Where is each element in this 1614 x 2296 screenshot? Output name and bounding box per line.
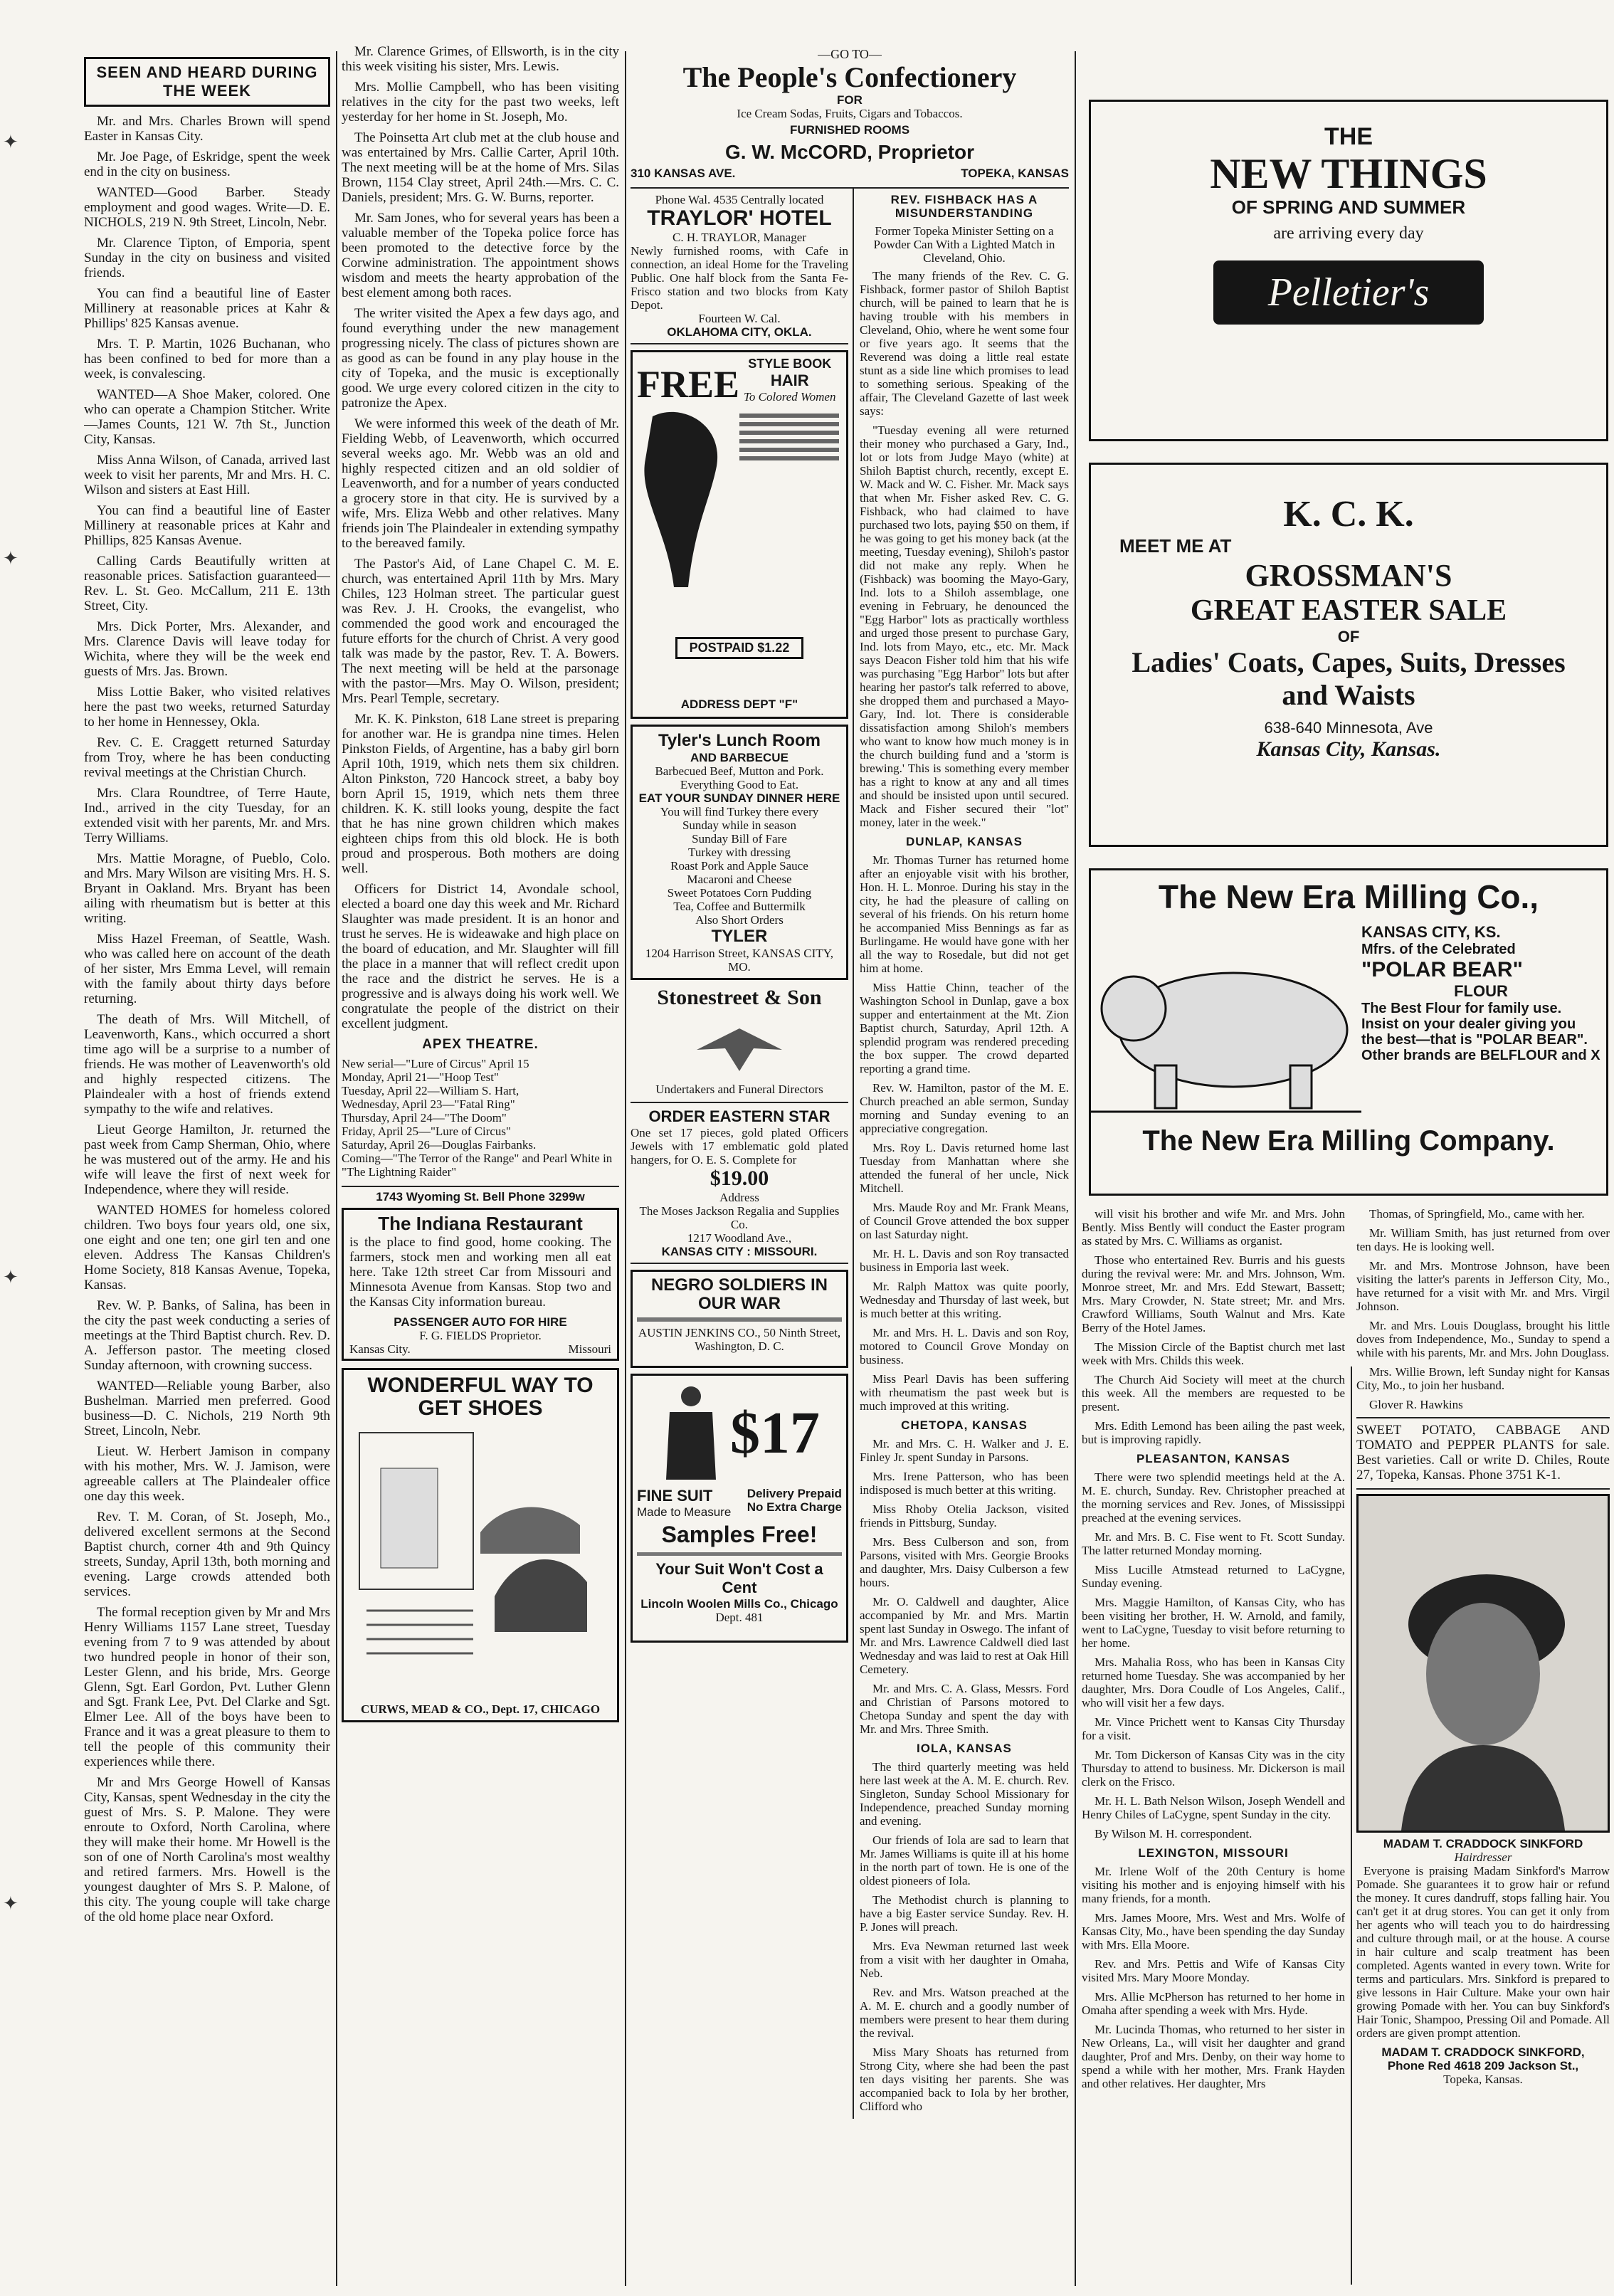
news-item: Miss Mary Shoats has returned from Strong City, where she had been the past ten days visiting her parents. She was accompanied back to Iola by her brother, Clifford who — [859, 2045, 1069, 2113]
eastern-star-ad — [631, 1103, 848, 1264]
news-item: Mr. Irlene Wolf of the 20th Century is home visiting his mother and is enjoying himself with his many friends, for a month. — [1082, 1865, 1345, 1905]
tyler-menu-line: Macaroni and Cheese — [687, 873, 792, 886]
traylor-address: Fourteen W. Cal. — [698, 312, 781, 325]
tyler-address: 1204 Harrison Street, KANSAS CITY, MO. — [645, 947, 834, 974]
registration-mark: ✦ — [3, 1893, 19, 1914]
indiana-phone: 1743 Wyoming St. Bell Phone 3299w — [376, 1190, 585, 1204]
apex-heading: APEX THEATRE. — [422, 1037, 539, 1052]
news-item: The Church Aid Society will meet at the church this week. All the members are requested to be present. — [1082, 1373, 1345, 1413]
column-4 — [854, 189, 1069, 2119]
news-item: Lieut George Hamilton, Jr. returned the past week from Camp Sherman, Ohio, where he was mustered out of the army. He and his wife will leave the first of next week for Independence, where they will reside. — [84, 1122, 330, 1197]
news-item: Mr. and Mrs. Charles Brown will spend Easter in Kansas City. — [84, 114, 330, 144]
tyler-sub: AND BARBECUE — [690, 751, 788, 764]
news-item: Mr. and Mrs. C. H. Walker and J. E. Finley Jr. spent Sunday in Parsons. — [859, 1437, 1069, 1464]
registration-mark: ✦ — [3, 132, 19, 152]
news-item: Rev. and Mrs. Pettis and Wife of Kansas City visited Mrs. Mary Moore Monday. — [1082, 1957, 1345, 1984]
section-heading-box — [84, 57, 330, 107]
suit-prepaid: Delivery Prepaid — [747, 1487, 842, 1500]
tyler-menu-line: Roast Pork and Apple Sauce — [670, 859, 808, 873]
column-6 — [1356, 1207, 1610, 2275]
free-address: ADDRESS DEPT "F" — [680, 697, 798, 711]
news-item: There were two splendid meetings held at the A. M. E. church, Sunday. Rev. Christopher preached at the morning services and Rev. Jones, of Mississippi preached at the evening services. — [1082, 1470, 1345, 1524]
news-item: The third quarterly meeting was held here last week at the A. M. E. church. Rev. Singleton, Sunday School Missionary for Independence, preached Sunday morning and evening. — [859, 1760, 1069, 1828]
confectionery-goto: —GO TO— — [818, 47, 882, 61]
stonestreet-sub: Undertakers and Funeral Directors — [655, 1083, 823, 1096]
free-colored: To Colored Women — [744, 390, 836, 404]
news-item: Mrs. Mahalia Ross, who has been in Kansas City returned home Tuesday. She was accompanied by her daughter, Mrs. Dora Coudle of Los Angeles, Calif., who will visit her a few days. — [1082, 1655, 1345, 1710]
pleasanton-heading: PLEASANTON, KANSAS — [1136, 1452, 1291, 1465]
pelletiers-logo: Pelletier's — [1213, 260, 1484, 325]
eastern-star-company: The Moses Jackson Regalia and Supplies Co. — [639, 1204, 840, 1231]
apex-program-line: Monday, April 21—"Hoop Test" — [342, 1070, 499, 1084]
stonestreet-title: Stonestreet & Son — [657, 986, 822, 1009]
news-item: Mrs. Mollie Campbell, who has been visiting relatives in the city for the past two weeks, left yesterday for her home in St. Joseph, Mo. — [342, 80, 619, 125]
traylor-manager: C. H. TRAYLOR, Manager — [672, 231, 806, 244]
eastern-star-body: One set 17 pieces, gold plated Officers Jewels with 17 emblematic gold plated hangers, for O. E. S. Complete for — [631, 1126, 848, 1167]
news-item: Miss Hazel Freeman, of Seattle, Wash. who was called here on account of the death of her sister, Mrs Emma Level, will remain with the family about thirty days before returning. — [84, 932, 330, 1006]
chetopa-article — [860, 1437, 1069, 1736]
news-item: Calling Cards Beautifully written at reasonable prices. Satisfaction guaranteed—Rev. L. St. Geo. McCallum, 211 E. 13th Street, City. — [84, 554, 330, 614]
news-item: Thomas, of Springfield, Mo., came with her. — [1369, 1207, 1585, 1221]
news-item: Mrs. Edith Lemond has been ailing the past week, but is improving rapidly. — [1082, 1419, 1345, 1446]
chetopa-heading: CHETOPA, KANSAS — [901, 1418, 1028, 1432]
traylor-title: TRAYLOR' HOTEL — [647, 206, 832, 230]
news-item: The writer visited the Apex a few days ago, and found everything under the new management progressing nicely. The class of pictures shown are as good as can be found in any play house in the city of Topeka, and the music is exceptionally good. We urge every colored citizen in the city to patronize the Apex. — [342, 306, 619, 411]
registration-mark: ✦ — [3, 548, 19, 569]
free-title: FREE — [637, 363, 740, 406]
news-item: The death of Mrs. Will Mitchell, of Leavenworth, Kans., which occurred a short time ago will be a surprise to a number of friends. He was mother of Leavenworth's old and highly respected citizens. The Plaindealer with a host of friends extend sympathy to the wife and relatives. — [84, 1012, 330, 1117]
indiana-city: Kansas City. — [349, 1342, 411, 1356]
apex-program-line: Friday, April 25—"Lure of Circus" — [342, 1125, 511, 1138]
news-item: Mrs. Roy L. Davis returned home last Tuesday from Manhattan where she attended the funeral of her uncle, Nick Mitchell. — [859, 1141, 1069, 1195]
suit-fine: FINE SUIT — [637, 1487, 713, 1505]
confectionery-title: The People's Confectionery — [682, 61, 1017, 93]
madam-caption: MADAM T. CRADDOCK SINKFORD — [1383, 1837, 1583, 1850]
news-item: Mr. Clarence Tipton, of Emporia, spent Sunday in the city on business and visited friends. — [84, 236, 330, 280]
indiana-title: The Indiana Restaurant — [378, 1213, 583, 1234]
news-item: You can find a beautiful line of Easter Millinery at reasonable prices at Kahr & Phillips' 825 Kansas avenue. — [84, 286, 330, 331]
eastern-star-city: KANSAS CITY : MISSOURI. — [661, 1245, 818, 1258]
news-item: Mrs. Maggie Hamilton, of Kansas City, who has been visiting her brother, H. W. Arnold, and family, went to LaCygne, Tuesday to visit before returning to her home. — [1082, 1596, 1345, 1650]
grossman-of: OF — [1337, 628, 1360, 646]
news-item: Mrs. Mattie Moragne, of Pueblo, Colo. and Mrs. Mary Wilson are visiting Mrs. H. S. Bryant in Oakland. Mrs. Bryant has been ailing with rheumatism but is better at this writing. — [84, 851, 330, 926]
section-heading: SEEN AND HEARD DURING THE WEEK — [96, 63, 318, 100]
tyler-sunday: EAT YOUR SUNDAY DINNER HERE — [638, 791, 840, 805]
tyler-menu-line: Turkey with dressing — [688, 846, 791, 859]
negro-soldiers-footer: AUSTIN JENKINS CO., 50 Ninth Street, Washington, D. C. — [638, 1326, 841, 1353]
suit-cost: Your Suit Won't Cost a Cent — [655, 1560, 823, 1596]
sweet-potato-ad: SWEET POTATO, CABBAGE AND TOMATO and PEPPER PLANTS for sale. Best varieties. Call or write D. Chiles, Route 27, Topeka, Kansas. Phone 3751 K-1. — [1356, 1423, 1610, 1483]
news-item: Mr. H. L. Davis and son Roy transacted business in Emporia last week. — [859, 1247, 1069, 1274]
news-item: Mr. K. K. Pinkston, 618 Lane street is preparing for another war. He is grandpa nine times. Helen Pinkston Fields, of Argentine, has a baby girl born April 10th, 1919, which nets them six children. Alton Pinkston, 720 Hancock street, a baby boy born April 15, 1919, which nets them three children. K. K. still looks young, despite the fact that he has nine grown children which makes eighteen chips from this old block. He is both proud and prosperous. Both mothers are doing well. — [342, 712, 619, 876]
news-item: Mr. and Mrs. H. L. Davis and son Roy, motored to Council Grove Monday on business. — [859, 1326, 1069, 1366]
news-item: Mrs. T. P. Martin, 1026 Buchanan, who has been confined to bed for more than a week, is convalescing. — [84, 337, 330, 381]
news-item: Miss Anna Wilson, of Canada, arrived last week to visit her parents, Mr and Mrs. H. C. Wilson and sisters at East Hill. — [84, 453, 330, 497]
news-item: The Methodist church is planning to have a big Easter service Sunday. Rev. H. P. Jones will preach. — [859, 1893, 1069, 1934]
column-3 — [631, 44, 1069, 2279]
madam-portrait — [1356, 1494, 1610, 1833]
article-list — [1356, 1207, 1610, 1411]
column-5 — [1082, 1207, 1345, 2275]
traylor-hotel-ad — [631, 189, 848, 344]
article-list — [84, 114, 330, 1924]
indiana-owner: F. G. FIELDS Proprietor. — [419, 1329, 542, 1342]
news-item: "Tuesday evening all were returned their money who purchased a Gary, Ind., lot or lots from Judge Mayo (white) at Shiloh Baptist church, recently, except E. W. Mack and W. C. Fisher. Mr. Mack says that when Mr. Fisher asked Rev. C. G. Fishback, who had claimed to have purchased two lots, paying $50 on them, if he was going to get his money back (at the meeting, Tuesday evening), Shiloh's pastor did not make any reply. When he (Fishback) was booming the Mayo-Gary, Ind. lots to a Shiloh assemblage, one evening in February, he denounced the "Egg Harbor" lots as practically worthless and urged those present to purchase Gary, Ind. lots from Mayo, etc., etc. Mr. Mack says Deacon Fisher told him that his wife was purchasing "Egg Harbor" lots but after hearing her pastor's talk referred to above, she dropped them and purchased a Mayo-Gary, Ind. lot. There is considerable dissatisfaction among Shiloh's members who want to know how much money is in the church building fund and a 'storm is brewing.' This is something every member has a right to know at any and all times and should be insisted upon until secured. Mack and Fisher secured their "lot" money, later in the week." — [859, 423, 1069, 829]
column-rule — [625, 51, 626, 2286]
confectionery-for: FOR — [837, 93, 863, 107]
traylor-body: Newly furnished rooms, with Cafe in connection, an ideal Home for the Traveling Public. One half block from the Santa Fe-Frisco station and two blocks from Katy Depot. — [631, 244, 848, 312]
news-item: will visit his brother and wife Mr. and Mrs. John Bently. Miss Bently will conduct the Easter program as stated by Mrs. C. Williams as organist. — [1082, 1207, 1345, 1248]
tyler-menu-line: Sweet Potatoes Corn Pudding — [667, 886, 812, 900]
lexington-heading: LEXINGTON, MISSOURI — [1138, 1846, 1289, 1860]
confectionery-rooms: FURNISHED ROOMS — [789, 123, 910, 137]
article-list — [342, 44, 619, 1031]
news-item: Mr. H. L. Bath Nelson Wilson, Joseph Wendell and Henry Chiles of LaCygne, spent Sunday in the city. — [1082, 1794, 1345, 1821]
suit-samples: Samples Free! — [661, 1522, 818, 1547]
madam-phone: Phone Red 4618 209 Jackson St., — [1387, 2059, 1579, 2073]
tyler-menu-line: Tea, Coffee and Buttermilk — [673, 900, 806, 913]
new-era-title: The New Era Milling Co., — [1158, 878, 1539, 915]
portrait-woman-icon — [1359, 1496, 1608, 1831]
news-item: WANTED—Reliable young Barber, also Bushelman. Married men preferred. Good business—D. C. Nichols, 219 North 9th Street, Lincoln, Nebr. — [84, 1379, 330, 1438]
news-item: Our friends of Iola are sad to learn that Mr. James Williams is quite ill at his home in the north part of town. He is one of the oldest pioneers of Iola. — [859, 1833, 1069, 1887]
news-item: We were informed this week of the death of Mr. Fielding Webb, of Leavenworth, which occurred several weeks ago. Mr. Webb was an old and highly respected citizen and an old soldier of Leavenworth, and for a number of years conducted a grocery store in that city. He is survived by a wife, Mrs. Eliza Webb and other relatives. Many friends join The Plaindealer in extending sympathy to the bereaved family. — [342, 416, 619, 551]
tyler-menu-line: Also Short Orders — [695, 913, 784, 927]
negro-soldiers-title: NEGRO SOLDIERS IN OUR WAR — [650, 1275, 828, 1313]
column-rule — [1075, 51, 1076, 2286]
news-item: Rev. W. Hamilton, pastor of the M. E. Church preached an able sermon, Sunday morning and Sunday evening to an appreciative congregation. — [859, 1081, 1069, 1135]
confectionery-city: TOPEKA, KANSAS — [961, 167, 1069, 180]
hair-switch-illustration-icon — [638, 409, 731, 594]
apex-program-line: Tuesday, April 22—William S. Hart, — [342, 1084, 519, 1097]
news-item: Rev. and Mrs. Watson preached at the A. M. E. church and a goodly number of members were present to hear them during the revival. — [859, 1986, 1069, 2040]
indiana-footer: PASSENGER AUTO FOR HIRE — [394, 1315, 567, 1329]
tyler-lunch-ad — [631, 725, 848, 980]
eastern-star-address-label: Address — [719, 1191, 759, 1204]
meet-me-at: MEET ME AT — [1119, 535, 1232, 557]
apex-program-line: Coming—"The Terror of the Range" and Pearl White in "The Lightning Raider" — [342, 1152, 613, 1179]
news-item: Glover R. Hawkins — [1369, 1398, 1463, 1411]
new-era-footer: The New Era Milling Company. — [1142, 1125, 1555, 1157]
man-in-suit-icon — [659, 1384, 723, 1483]
news-item: The formal reception given by Mr and Mrs Henry Williams 1157 Lane street, Tuesday evening from 7 to 9 was attended by about two hundred people in honor of their son, Lester Glenn, and his bride, Mrs. George Glenn, Sgt. Earl Gordon, Pvt. Luther Glenn and Sgt. Frank Lee, Pvt. Del Clarke and Sgt. Elmer Lee. All of the boys have been to France and it was a great pleasure to them to tell the people of this community their experiences while there. — [84, 1605, 330, 1769]
column-rule — [336, 51, 337, 2286]
grossman-items: Ladies' Coats, Capes, Suits, Dresses and Waists — [1132, 646, 1566, 711]
news-item: Mrs. Irene Patterson, who has been indisposed is much better at this writing. — [859, 1470, 1069, 1497]
new-era-mfrs: Mfrs. of the Celebrated — [1361, 942, 1516, 957]
traylor-phone: Phone Wal. 4535 Centrally located — [655, 193, 824, 206]
eastern-star-price: $19.00 — [710, 1167, 769, 1190]
grossman-city: Kansas City, Kansas. — [1256, 737, 1441, 761]
indiana-restaurant-ad — [342, 1208, 619, 1361]
news-item: Mrs. Eva Newman returned last week from a visit with her daughter in Omaha, Neb. — [859, 1939, 1069, 1980]
iola-article — [860, 1760, 1069, 2113]
news-item: Officers for District 14, Avondale school, elected a board one day this week and Mr. Richard Slaughter was made president. It is an honor and trust he serves. He is wideawake and high place on the board of education, and Mr. Slaughter will fill the place in a manner that will reflect credit upon the race and the district he serves. He is a progressive and is always doing his work well. We congratulate the people of the district on their excellent judgment. — [342, 882, 619, 1031]
news-item: Mr. Tom Dickerson of Kansas City was in the city Thursday to attend to business. Mr. Dickerson is mail clerk on the Frisco. — [1082, 1748, 1345, 1789]
eastern-star-street: 1217 Woodland Ave., — [687, 1231, 792, 1245]
eagle-emblem-icon — [682, 1014, 796, 1078]
new-things-arriving: are arriving every day — [1273, 224, 1424, 243]
indiana-state: Missouri — [568, 1342, 611, 1356]
news-item: Miss Lucille Atmstead returned to LaCygne, Sunday evening. — [1082, 1563, 1345, 1590]
news-item: Mr. O. Caldwell and daughter, Alice accompanied by Mr. and Mrs. Martin spent last Sunday in Oswego. The infant of Mr. and Mrs. Lawrence Caldwell died last Wednesday and was laid to rest at Oak Hill Cemetery. — [859, 1595, 1069, 1676]
grossman-ad — [1089, 463, 1608, 847]
tyler-menu — [637, 805, 842, 927]
stonestreet-ad — [631, 980, 848, 1103]
news-item: WANTED—A Shoe Maker, colored. One who can operate a Champion Stitcher. Write—James Counts, 121 W. 7th St., Junction City, Kansas. — [84, 387, 330, 447]
news-item: Mr. Vince Prichett went to Kansas City Thursday for a visit. — [1082, 1715, 1345, 1742]
news-item: Those who entertained Rev. Burris and his guests during the revival were: Mr. and Mrs. Johnson, Wm. Monroe street, Mr. and Mrs. Edd Stewart, Bassett; Mrs. Mary Crowder, N. State street; Mr. and Mrs. Crawford Williams, South Walnut and Mrs. Kate Berry of the Hotel James. — [1082, 1253, 1345, 1334]
new-things-the: THE — [1324, 123, 1373, 150]
suit-measure: Made to Measure — [637, 1505, 732, 1519]
news-item: By Wilson M. H. correspondent. — [1095, 1827, 1252, 1841]
news-item: Mrs. Willie Brown, left Sunday night for Kansas City, Mo., to join her husband. — [1356, 1365, 1610, 1392]
suit-dept: Dept. 481 — [715, 1611, 764, 1624]
apex-program-line: Thursday, April 24—"The Doom" — [342, 1111, 507, 1125]
column-rule — [1351, 1366, 1352, 2285]
news-item: Rev. C. E. Craggett returned Saturday from Troy, where he has been conducting revival meetings at the Christian Church. — [84, 735, 330, 780]
news-item: Mr. Clarence Grimes, of Ellsworth, is in the city this week visiting his sister, Mrs. Lewis. — [342, 44, 619, 74]
new-era-brand: "POLAR BEAR" — [1361, 958, 1523, 981]
news-item: Mr. Joe Page, of Eskridge, spent the week end in the city on business. — [84, 149, 330, 179]
madam-sub: Hairdresser — [1454, 1850, 1512, 1864]
column-2 — [342, 44, 619, 2279]
news-item: Rev. T. M. Coran, of St. Joseph, Mo., delivered excellent sermons at the Second Baptist church, corner 4th and 9th Quincy streets, Sunday, April 13th, both morning and evening. Large crowds attended both services. — [84, 1510, 330, 1599]
news-item: Mrs. Bess Culberson and son, from Parsons, visited with Mrs. Georgie Brooks and daughter, Mrs. Daisy Culberson a few hours. — [859, 1535, 1069, 1589]
news-item: Mr. and Mrs. C. A. Glass, Messrs. Ford and Christian of Parsons motored to Chetopa Sunday and spent the day with Mr. and Mrs. Three Smith. — [859, 1682, 1069, 1736]
confectionery-address: 310 KANSAS AVE. — [631, 167, 736, 180]
news-item: Mrs. Dick Porter, Mrs. Alexander, and Mrs. Clarence Davis will leave today for Wichita, where they will be the week end guests of Mrs. Jas. Brown. — [84, 619, 330, 679]
new-things-ad — [1089, 100, 1608, 441]
news-item: Mr. and Mrs. Montrose Johnson, have been visiting the latter's parents in Jefferson City, Mo., have returned for a visit with Mr. and Mrs. Virgil Johnson. — [1356, 1259, 1610, 1313]
pleasanton-article — [1082, 1470, 1345, 1841]
madam-city: Topeka, Kansas. — [1443, 2073, 1523, 2086]
news-item: Mr. William Smith, has just returned from over ten days. He is looking well. — [1356, 1226, 1610, 1253]
suit-company: Lincoln Woolen Mills Co., Chicago — [640, 1597, 838, 1611]
new-things-sub: OF SPRING AND SUMMER — [1231, 196, 1466, 218]
article-list — [1082, 1207, 1345, 1446]
polar-bear-icon — [1091, 923, 1361, 1122]
news-item: Miss Lottie Baker, who visited relatives here the past two weeks, returned Saturday to her home in Hennessey, Okla. — [84, 685, 330, 730]
suit-price: $17 — [729, 1400, 820, 1466]
indiana-body: is the place to find good, home cooking. The farmers, stock men and working men all eat here. Take 12th street Car from Missouri and Minnesota Avenue from Kansas. Stop two and the Kansas City information bureau. — [349, 1235, 611, 1310]
new-era-flour: FLOUR — [1454, 982, 1508, 1000]
apex-program-line: Saturday, April 26—Douglas Fairbanks. — [342, 1138, 537, 1152]
free-postpaid: POSTPAID $1.22 — [689, 641, 790, 655]
news-item: Mr. Lucinda Thomas, who returned to her sister in New Orleans, La., will visit her daughter and grand daughter, Prof and Mrs. Denby, on their way home to spend a while with her mother, Mrs. Frank Hayden and other relatives. Her daughter, Mrs — [1082, 2023, 1345, 2090]
grossman-name: GROSSMAN'S — [1245, 558, 1452, 593]
negro-soldiers-ad — [631, 1270, 848, 1368]
apex-program-line: New serial—"Lure of Circus" April 15 — [342, 1057, 529, 1070]
tyler-menu-line: Sunday while in season — [682, 818, 797, 832]
shoes-title: WONDERFUL WAY TO GET SHOES — [367, 1374, 594, 1420]
news-item: The Pastor's Aid, of Lane Chapel C. M. E. church, was entertained April 11th by Mrs. Mary Chiles, 123 Holman street. The particular guest was Rev. J. H. Crooks, the evangelist, who commended the good work and encouraged the future efforts for the church of Christ. A very good talk was made by the pastor, Rev. T. A. Bowers. The next meeting will be held at the parsonage with the pastor—Mrs. May O. Wilson, president; Mrs. Pearl Temple, secretary. — [342, 557, 619, 706]
iola-heading: IOLA, KANSAS — [917, 1742, 1012, 1755]
tyler-menu-line: Sunday Bill of Fare — [692, 832, 787, 846]
news-item: WANTED—Good Barber. Steady employment and good wages. Write—D. E. NICHOLS, 219 N. 9th Street, Lincoln, Nebr. — [84, 185, 330, 230]
new-things-title: NEW THINGS — [1210, 150, 1487, 197]
shoes-ad — [342, 1368, 619, 1722]
news-item: Mrs. James Moore, Mrs. West and Mrs. Wolfe of Kansas City, Mo., have been spending the day Sunday with Mrs. Ella Moore. — [1082, 1911, 1345, 1952]
lexington-article — [1082, 1865, 1345, 2090]
news-item: Rev. W. P. Banks, of Salina, has been in the city the past week conducting a series of meetings at the Third Baptist church. Rev. D. A. Jefferson pastor. The meeting closed Sunday afternoon, with crowning success. — [84, 1298, 330, 1373]
eastern-star-title: ORDER EASTERN STAR — [648, 1107, 830, 1125]
apex-program-line: Wednesday, April 23—"Fatal Ring" — [342, 1097, 515, 1111]
dunlap-heading: DUNLAP, KANSAS — [906, 835, 1023, 848]
suit-nocharge: No Extra Charge — [747, 1500, 842, 1514]
tyler-body: Barbecued Beef, Mutton and Pork. Everything Good to Eat. — [655, 764, 824, 791]
easter-sale: GREAT EASTER SALE — [1190, 594, 1507, 627]
news-item: Mrs. Maude Roy and Mr. Frank Means, of Council Grove attended the box supper on last Saturday night. — [859, 1201, 1069, 1241]
kck-title: K. C. K. — [1283, 494, 1414, 534]
free-hair: HAIR — [770, 372, 809, 389]
news-item: Mr. and Mrs. B. C. Fise went to Ft. Scott Sunday. The latter returned Monday morning. — [1082, 1530, 1345, 1557]
news-item: The Mission Circle of the Baptist church met last week with Mrs. Childs this week. — [1082, 1340, 1345, 1367]
dunlap-article — [860, 853, 1069, 1413]
registration-mark: ✦ — [3, 1267, 19, 1287]
news-item: Mrs. Clara Roundtree, of Terre Haute, Ind., arrived in the city Tuesday, for an extended visit with her parents, Mr. and Mrs. Terry Williams. — [84, 786, 330, 846]
news-item: The Poinsetta Art club met at the club house and was entertained by Mrs. Callie Carter, April 10th. The next meeting will be at the home of Mrs. Silas Brown, 1154 Clay street, April 24th.—Mrs. C. C. Daniels, president; Mrs. G. W. Burns, reporter. — [342, 130, 619, 205]
news-item: Mrs. Allie McPherson has returned to her home in Omaha after spending a week with Mrs. Hyde. — [1082, 1990, 1345, 2017]
new-era-body: The Best Flour for family use. Insist on your dealer giving you the best—that is "POLAR BEAR". Other brands are BELFLOUR and X — [1361, 1001, 1600, 1063]
traylor-city: OKLAHOMA CITY, OKLA. — [667, 325, 812, 339]
madam-body: Everyone is praising Madam Sinkford's Marrow Pomade. She guarantees it to grow hair or refund the money. It cures dandruff, stops falling hair. You can't get it at drug stores. You can get it only from her agents who will teach you to do hairdressing and culture through mail, or at the house. A course in hair culture and scalp treatment has been completed. Agents wanted in every town. Write for terms and particulars. Mrs. Sinkford is prepared to give lessons in Hair Culture. Make your own hair growing Pomade with her. You can buy Sinkford's Hair Tonic, Shampoo, Pressing Oil and Pomade. All orders are given prompt attention. — [1356, 1864, 1610, 2040]
news-item: Mr. Sam Jones, who for several years has been a valuable member of the Topeka police force has been promoted to the detective force by the Corwine administration. The appointment shows wisdom and meets the hearty approbation of the best element among both races. — [342, 211, 619, 300]
confectionery-owner: G. W. McCORD, Proprietor — [724, 141, 975, 163]
news-item: Miss Pearl Davis has been suffering with rheumatism the past week but is much improved at this writing. — [859, 1372, 1069, 1413]
news-item: Lieut. W. Herbert Jamison in company with his mother, Mrs. W. J. Jamison, were agreeable callers at The Plaindealer office one day this week. — [84, 1444, 330, 1504]
news-item: WANTED HOMES for homeless colored children. Two boys four years old, one six, one eight and one ten; one girl ten and one eleven. Address The Kansas Children's Home Society, 818 Kansas Avenue, Topeka, Kansas. — [84, 1203, 330, 1292]
column-1 — [84, 51, 330, 2272]
confectionery-ad — [631, 44, 1069, 189]
news-item: You can find a beautiful line of Easter Millinery at reasonable prices at Kahr and Phillips, 825 Kansas Avenue. — [84, 503, 330, 548]
new-era-city: KANSAS CITY, KS. — [1361, 923, 1501, 941]
tyler-title: Tyler's Lunch Room — [658, 731, 821, 750]
apex-program — [342, 1057, 619, 1179]
news-item: Mr. Thomas Turner has returned home after an enjoyable visit with his brother, Hon. H. L. Monroe. During his stay in the city, he had the pleasure of calling on several of his friends. On his return home he accompanied Miss Bennings as far as Burlingame. He would have gone with her all the way to Rosedale, but did not get him at home. — [859, 853, 1069, 975]
news-item: Miss Hattie Chinn, teacher of the Washington School in Dunlap, gave a box supper and entertainment at the Mt. Zion Baptist church, Saturday, April 12th. A splendid program was rendered preceding the box supper. The crowd departed reporting a grand time. — [859, 981, 1069, 1075]
news-item: Mr and Mrs George Howell of Kansas City, Kansas, spent Wednesday in the city the guest of Mrs. S. P. Malone. They were enroute to Oxford, North Carolina, where they will make their home. Mr Howell is the son of one of North Carolina's most wealthy and retired farmers. Mrs. Howell is the youngest daughter of Mrs S. P. Malone, of this city. The young couple will take charge of the old home place near Oxford. — [84, 1775, 330, 1924]
news-item: Miss Rhoby Otelia Jackson, visited friends in Pittsburg, Sunday. — [859, 1502, 1069, 1529]
free-style-book: STYLE BOOK — [748, 357, 832, 371]
grossman-address: 638-640 Minnesota, Ave — [1264, 719, 1433, 737]
tyler-menu-line: You will find Turkey there every — [660, 805, 819, 818]
fishback-heading: REV. FISHBACK HAS A MISUNDERSTANDING — [890, 193, 1038, 220]
fishback-sub: Former Topeka Minister Setting on a Powder Can With a Lighted Match in Cleveland, Ohio. — [873, 224, 1055, 265]
shoes-footer: CURWS, MEAD & CO., Dept. 17, CHICAGO — [360, 1702, 601, 1716]
news-item: The many friends of the Rev. C. G. Fishback, former pastor of Shiloh Baptist church, will be pained to learn that he is having trouble with his members in Cleveland, Ohio, where he went some four or five years ago. It seems that the Reverend was doing a little real estate stunt as a side line which promises to lead to something serious. Speaking of the affair, The Cleveland Gazette of last week says: — [859, 269, 1069, 418]
tyler-name: TYLER — [711, 927, 768, 946]
confectionery-items: Ice Cream Sodas, Fruits, Cigars and Tobaccos. — [737, 107, 963, 120]
madam-footer: MADAM T. CRADDOCK SINKFORD, — [1381, 2045, 1585, 2059]
news-item: Mr. and Mrs. Louis Douglass, brought his little doves from Independence, Mo., Sunday to spend a while with his parents, Mr. and Mrs. John Douglass. — [1356, 1319, 1610, 1359]
lincoln-suit-ad — [631, 1374, 848, 1643]
fishback-article — [860, 269, 1069, 829]
hair-style-book-ad — [631, 350, 848, 719]
new-era-milling-ad — [1089, 868, 1608, 1196]
news-item: Mr. Ralph Mattox was quite poorly, Wednesday and Thursday of last week, but is much better at this writing. — [859, 1280, 1069, 1320]
shoe-illustration-icon — [352, 1426, 608, 1682]
